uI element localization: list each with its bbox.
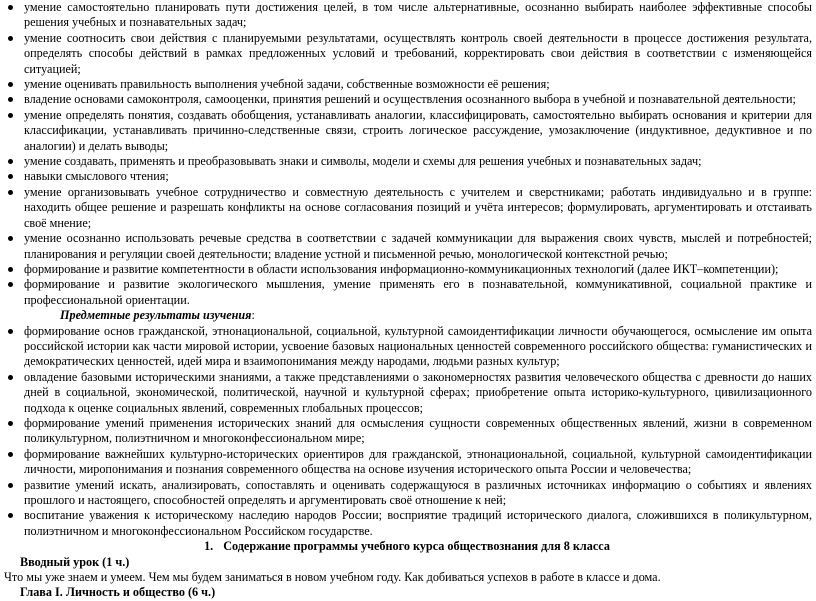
list-item: умение соотносить свои действия с планируемыми результатами, осуществлять контроль своей деятельности в процессе достижения результата, определять способы действий в рамках предложенных условий и требований, корректировать свои действия в соответствии с изменяющейся ситуацией; [2, 31, 812, 77]
list-item: владение основами самоконтроля, самооценки, принятия решений и осуществления осознанного выбора в учебной и познавательной деятельности; [2, 92, 812, 107]
subject-results-heading [2, 308, 812, 323]
section-number: 1. [204, 539, 214, 554]
intro-lesson-text: Что мы уже знаем и умеем. Чем мы будем заниматься в новом учебном году. Как добиваться успехов в работе в классе и дома. [4, 570, 661, 585]
bullet-icon [8, 97, 13, 102]
list-item: развитие умений искать, анализировать, сопоставлять и оценивать содержащуюся в различных источниках информацию о событиях и явлениях прошлого и настоящего, способностей определять и аргументировать своё отношение к ней; [2, 478, 812, 509]
list-item: умение оценивать правильность выполнения учебной задачи, собственные возможности её решения; [2, 77, 812, 92]
intro-lesson-title: Вводный урок (1 ч.) [20, 554, 130, 569]
list-item: умение самостоятельно планировать пути достижения целей, в том числе альтернативные, осознанно выбирать наиболее эффективные способы решения учебных и познавательных задач; [2, 0, 812, 31]
bullet-icon [8, 452, 13, 457]
bullet-icon [8, 236, 13, 241]
bullet-icon [8, 5, 13, 10]
list-item: воспитание уважения к историческому наследию народов России; восприятие традиций исторического диалога, сложившихся в поликультурном, полиэтничном и многоконфессиональном Российском государстве. [2, 508, 812, 539]
bullet-icon [8, 113, 13, 118]
bullet-icon [8, 36, 13, 41]
bullet-icon [8, 282, 13, 287]
subject-results-heading-label: Предметные результаты изучения [60, 308, 252, 323]
bullet-icon [8, 159, 13, 164]
bullet-icon [8, 329, 13, 334]
list-item: формирование умений применения исторических знаний для осмысления сущности современных общественных явлений, жизни в современном поликультурном, полиэтничном и многоконфессиональном мире; [2, 416, 812, 447]
subject-results-list [2, 324, 812, 540]
list-item: умение организовывать учебное сотрудничество и совместную деятельность с учителем и сверстниками; работать индивидуально и в группе: находить общее решение и разрешать конфликты на основе согласования позиций и учёта интересов; формулировать, аргументировать и отстаивать своё мнение; [2, 185, 812, 231]
list-item: умение определять понятия, создавать обобщения, устанавливать аналогии, классифицировать, самостоятельно выбирать основания и критерии для классификации, устанавливать причинно-следственные связи, строить логическое рассуждение, умозаключение (индуктивное, дедуктивное и по аналогии) и делать выводы; [2, 108, 812, 154]
section-title [2, 539, 812, 554]
list-item: формирование важнейших культурно-исторических ориентиров для гражданской, этнонациональной, социальной, культурной самоидентификации личности, миропонимания и познания современного общества на основе изучения исторического опыта России и человечества; [2, 447, 812, 478]
list-item: умение осознанно использовать речевые средства в соответствии с задачей коммуникации для выражения своих чувств, мыслей и потребностей; планирования и регуляции своей деятельности; владение устной и письменной речью, монологической контекстной речью; [2, 231, 812, 262]
bullet-icon [8, 375, 13, 380]
bullet-icon [8, 483, 13, 488]
bullet-icon [8, 513, 13, 518]
chapter-title: Глава I. Личность и общество (6 ч.) [20, 585, 216, 600]
bullet-icon [8, 421, 13, 426]
bullet-icon [8, 174, 13, 179]
subject-results-heading-colon: : [251, 308, 255, 323]
bullet-icon [8, 190, 13, 195]
list-item: формирование основ гражданской, этнонациональной, социальной, культурной самоидентификации личности обучающегося, осмысление им опыта российской истории как части мировой истории, усвоение базовых национальных ценностей современного российского общества: гуманистических и демократических ценностей, идей мира и взаимопонимания между народами, людьми разных культур; [2, 324, 812, 370]
list-item: навыки смыслового чтения; [2, 169, 812, 184]
list-item: формирование и развитие экологического мышления, умение применять его в познавательной, коммуникативной, социальной практике и профессиональной ориентации. [2, 277, 812, 308]
section-title-text: Содержание программы учебного курса обществознания для 8 класса [223, 539, 610, 554]
list-item: овладение базовыми историческими знаниями, а также представлениями о закономерностях развития человеческого общества с древности до наших дней в социальной, экономической, политической, научной и культурной сферах; приобретение опыта историко-культурного, цивилизационного подхода к оценке социальных явлений, современных глобальных процессов; [2, 370, 812, 416]
meta-results-list [2, 0, 812, 308]
bullet-icon [8, 82, 13, 87]
list-item: формирование и развитие компетентности в области использования информационно-коммуникационных технологий (далее ИКТ–компетенции); [2, 262, 812, 277]
list-item: умение создавать, применять и преобразовывать знаки и символы, модели и схемы для решения учебных и познавательных задач; [2, 154, 812, 169]
bullet-icon [8, 267, 13, 272]
